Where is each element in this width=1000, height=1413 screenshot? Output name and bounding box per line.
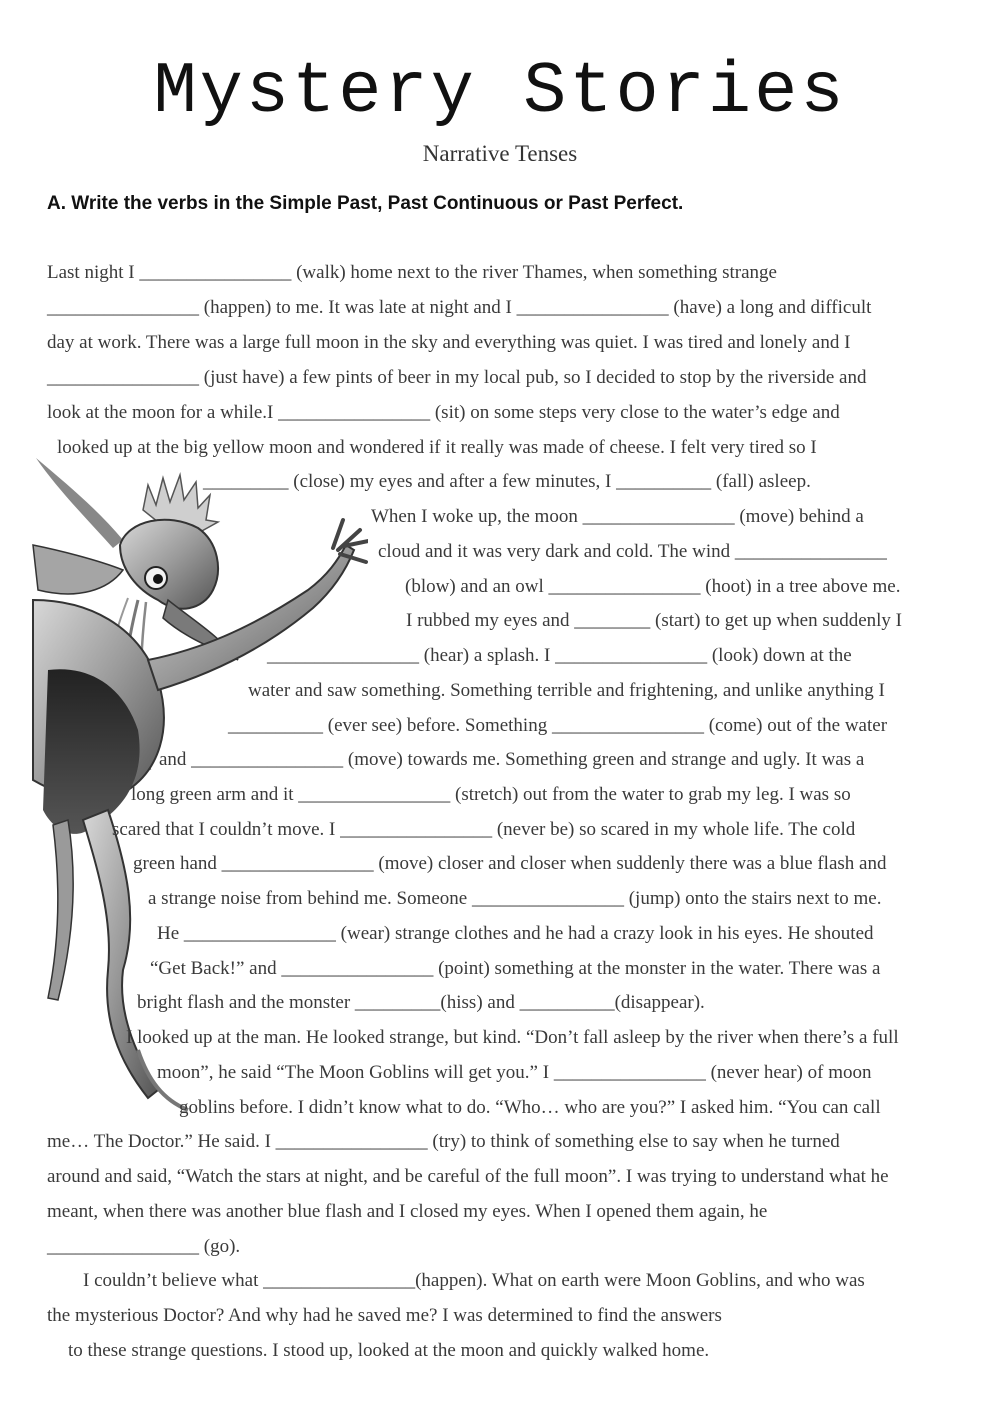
story-line: day at work. There was a large full moon in the sky and everything was quiet. I was tired and lonely and I [47, 332, 851, 353]
story-line: I couldn’t believe what ________________(happen). What on earth were Moon Goblins, and who was [83, 1270, 865, 1291]
story-line: to these strange questions. I stood up, looked at the moon and quickly walked home. [68, 1340, 710, 1361]
page-title: Mystery Stories [153, 51, 847, 133]
story-line: green hand ________________ (move) closer and closer when suddenly there was a blue flash and [133, 853, 887, 874]
story-line: meant, when there was another blue flash and I closed my eyes. When I opened them again, he [47, 1201, 768, 1222]
story-line: Last night I ________________ (walk) home next to the river Thames, when something strange [47, 262, 777, 283]
story-line: long green arm and it ________________ (stretch) out from the water to grab my leg. I was so [131, 784, 851, 805]
story-line: (blow) and an owl ________________ (hoot) in a tree above me. [405, 576, 901, 597]
story-line: ________________ (go). [47, 1236, 241, 1257]
story-line: __________ (ever see) before. Something ________________ (come) out of the water [228, 715, 888, 736]
story-line: cloud and it was very dark and cold. The wind ________________ [378, 541, 887, 562]
story-line: moon”, he said “The Moon Goblins will get you.” I ________________ (never hear) of moon [157, 1062, 872, 1083]
story-line: scared that I couldn’t move. I ________________ (never be) so scared in my whole life. The cold [112, 819, 856, 840]
story-line: He ________________ (wear) strange clothes and he had a crazy look in his eyes. He shouted [157, 923, 874, 944]
story-line: water and saw something. Something terrible and frightening, and unlike anything I [248, 680, 885, 701]
story-line: ________________ (just have) a few pints of beer in my local pub, so I decided to stop by the riverside and [47, 367, 867, 388]
story-line: and ________________ (move) towards me. Something green and strange and ugly. It was a [159, 749, 865, 770]
story-line: looked up at the big yellow moon and wondered if it really was made of cheese. I felt very tired so I [57, 437, 817, 458]
story-line: the mysterious Doctor? And why had he saved me? I was determined to find the answers [47, 1305, 722, 1326]
story-line: When I woke up, the moon ________________ (move) behind a [371, 506, 864, 527]
story-line: goblins before. I didn’t know what to do. “Who… who are you?” I asked him. “You can call [179, 1097, 881, 1118]
story-line: I looked up at the man. He looked strange, but kind. “Don’t fall asleep by the river when there’s a full [126, 1027, 899, 1048]
exercise-instruction: A. Write the verbs in the Simple Past, Past Continuous or Past Perfect. [47, 193, 684, 214]
story-line: ________________ (hear) a splash. I ________________ (look) down at the [267, 645, 852, 666]
page-subtitle: Narrative Tenses [422, 141, 578, 166]
story-line: me… The Doctor.” He said. I ________________ (try) to think of something else to say when he turned [47, 1131, 840, 1152]
story-line: look at the moon for a while.I ________________ (sit) on some steps very close to the water’s edge and [47, 402, 840, 423]
story-line: bright flash and the monster _________(hiss) and __________(disappear). [137, 992, 705, 1013]
story-line: “Get Back!” and ________________ (point) something at the monster in the water. There was a [150, 958, 881, 979]
story-line: I rubbed my eyes and ________ (start) to get up when suddenly I [406, 610, 903, 631]
story-line: ________________ (happen) to me. It was late at night and I ________________ (have) a long and difficult [47, 297, 872, 318]
story-line: a strange noise from behind me. Someone ________________ (jump) onto the stairs next to me. [148, 888, 882, 909]
story-line: around and said, “Watch the stars at night, and be careful of the full moon”. I was trying to understand what he [47, 1166, 889, 1187]
story-line: _________ (close) my eyes and after a few minutes, I __________ (fall) asleep. [203, 471, 811, 492]
